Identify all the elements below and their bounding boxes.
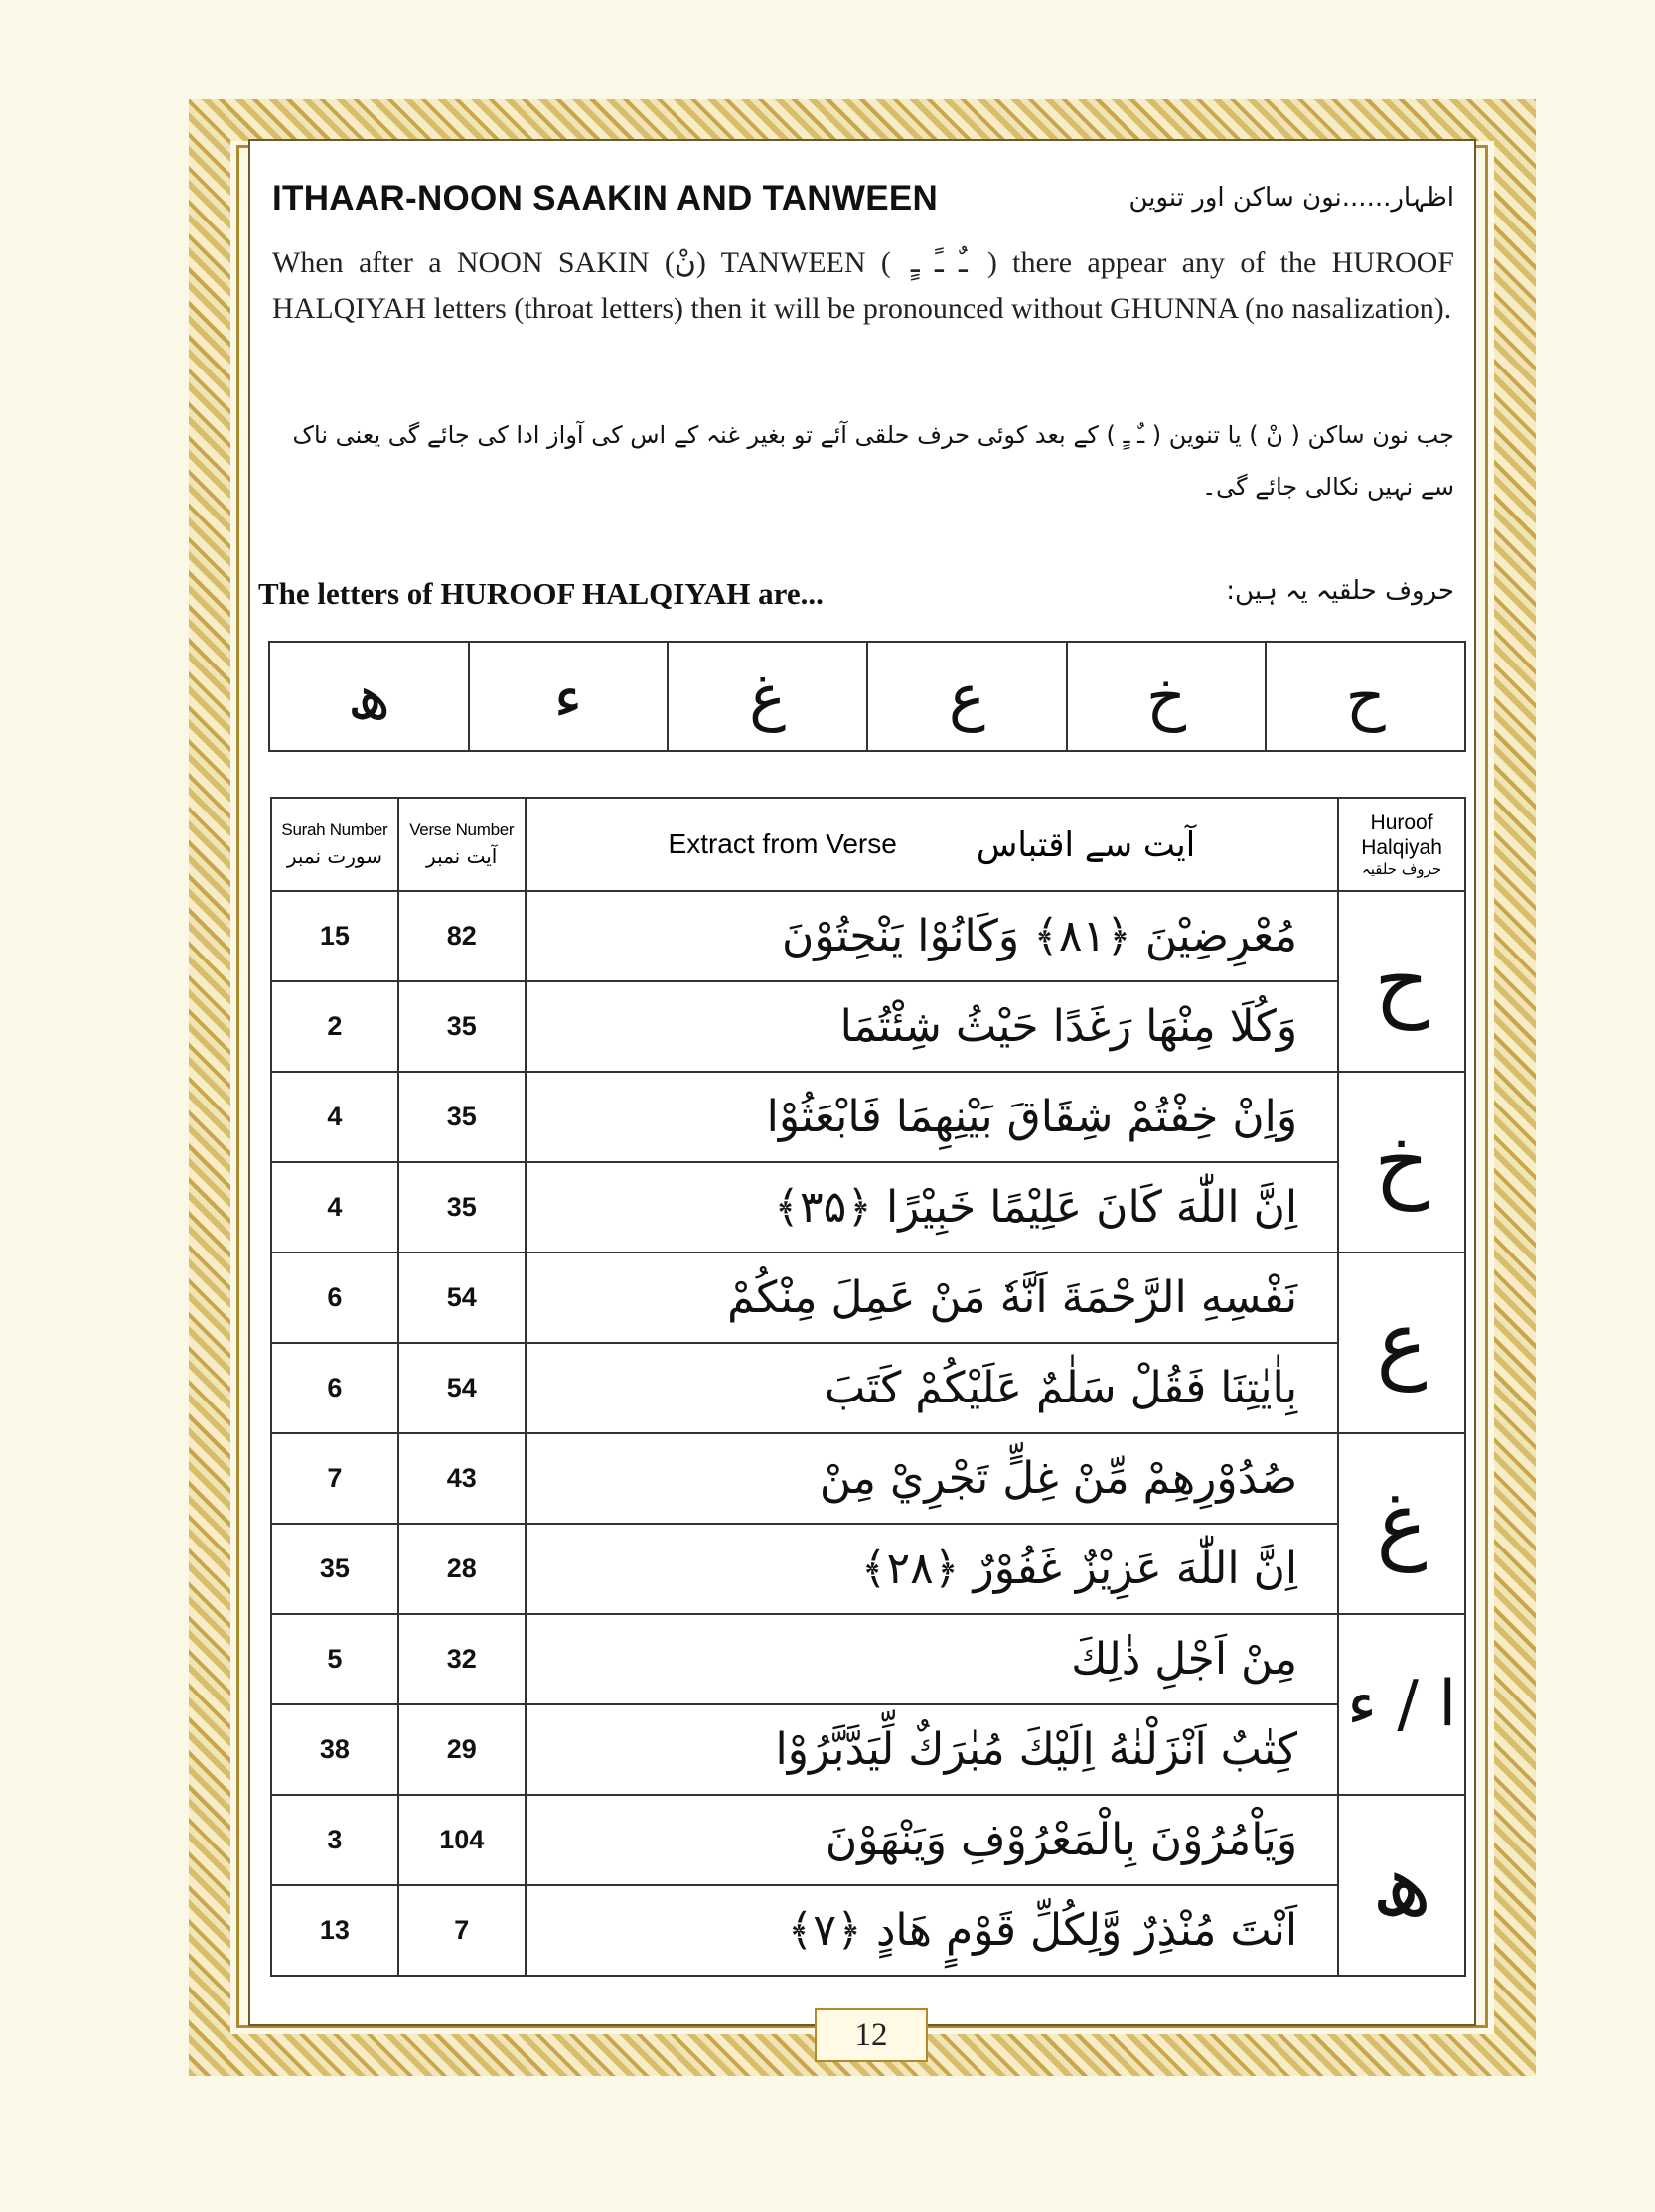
verse-number: 104 xyxy=(398,1795,526,1885)
letter-cell: ح xyxy=(1265,643,1464,750)
table-row xyxy=(271,1162,1465,1253)
verse-number: 35 xyxy=(398,981,526,1072)
intro-paragraph xyxy=(272,240,1454,332)
header-verse-en: Verse Number xyxy=(409,820,515,839)
table-row xyxy=(271,1614,1465,1704)
header-extract-en: Extract from Verse xyxy=(668,828,897,859)
noon-sakin-glyph: نْ xyxy=(674,246,696,279)
header-extract-ur: آیت سے اقتباس xyxy=(976,824,1196,865)
table-row xyxy=(271,1253,1465,1343)
page-heading xyxy=(272,179,1454,228)
surah-number: 13 xyxy=(271,1885,398,1976)
verse-extract: وَكُلَا مِنْهَا رَغَدًا حَيْثُ شِئْتُمَا xyxy=(526,981,1338,1072)
huroof-letter: ا / ء xyxy=(1338,1614,1465,1795)
verse-extract: اِنَّ اللّٰهَ عَزِيْزٌ غَفُوْرٌ ﴿۲۸﴾ xyxy=(526,1524,1338,1614)
header-verse-number xyxy=(398,798,526,891)
table-header-row xyxy=(271,798,1465,891)
surah-number: 4 xyxy=(271,1162,398,1253)
verse-number: 54 xyxy=(398,1343,526,1433)
huroof-letter: ع xyxy=(1338,1253,1465,1433)
heading-english: ITHAAR-NOON SAAKIN AND TANWEEN xyxy=(272,179,939,218)
verse-extract: اَنْتَ مُنْذِرٌ وَّلِكُلِّ قَوْمٍ هَادٍ ﴿۷﴾ xyxy=(526,1885,1338,1976)
verse-number: 32 xyxy=(398,1614,526,1704)
huroof-letter: ھ xyxy=(1338,1795,1465,1976)
verse-extract: نَفْسِهِ الرَّحْمَةَ اَنَّهٗ مَنْ عَمِلَ مِنْكُمْ xyxy=(526,1253,1338,1343)
verse-extract: كِتٰبٌ اَنْزَلْنٰهُ اِلَيْكَ مُبٰرَكٌ لِّيَدَّبَّرُوْا xyxy=(526,1704,1338,1795)
surah-number: 6 xyxy=(271,1343,398,1433)
verses-table xyxy=(270,797,1466,1977)
heading-urdu: اظہار......نون ساکن اور تنوین xyxy=(1128,183,1454,213)
table-row xyxy=(271,1343,1465,1433)
content-panel xyxy=(248,139,1476,2026)
verse-number: 29 xyxy=(398,1704,526,1795)
table-row xyxy=(271,1072,1465,1162)
table-row xyxy=(271,1795,1465,1885)
header-surah-en: Surah Number xyxy=(281,820,388,839)
surah-number: 6 xyxy=(271,1253,398,1343)
surah-number: 4 xyxy=(271,1072,398,1162)
verse-number: 28 xyxy=(398,1524,526,1614)
table-row xyxy=(271,1704,1465,1795)
verse-number: 43 xyxy=(398,1433,526,1524)
header-huroof xyxy=(1338,798,1465,891)
table-row xyxy=(271,1524,1465,1614)
tanween-glyph: ـٌ ـً ـٍ xyxy=(910,246,968,279)
table-row xyxy=(271,981,1465,1072)
letter-cell: غ xyxy=(667,643,866,750)
verse-extract: مِنْ اَجْلِ ذٰلِكَ xyxy=(526,1614,1338,1704)
intro-part1: When after a NOON SAKIN ( xyxy=(272,246,675,279)
verse-number: 82 xyxy=(398,891,526,981)
verse-extract: صُدُوْرِهِمْ مِّنْ غِلٍّ تَجْرِيْ مِنْ xyxy=(526,1433,1338,1524)
verse-extract: وَاِنْ خِفْتُمْ شِقَاقَ بَيْنِهِمَا فَابْعَثُوْا xyxy=(526,1072,1338,1162)
verse-number: 35 xyxy=(398,1162,526,1253)
header-extract xyxy=(526,798,1338,891)
surah-number: 2 xyxy=(271,981,398,1072)
surah-number: 3 xyxy=(271,1795,398,1885)
header-huroof-en2: Halqiyah xyxy=(1361,836,1442,859)
letters-title-english: The letters of HUROOF HALQIYAH are... xyxy=(258,576,824,611)
verse-number: 54 xyxy=(398,1253,526,1343)
header-huroof-en1: Huroof xyxy=(1370,811,1433,834)
letter-cell: ھ xyxy=(347,660,390,733)
verse-number: 7 xyxy=(398,1885,526,1976)
surah-number: 35 xyxy=(271,1524,398,1614)
letter-cell: خ xyxy=(1066,643,1266,750)
huroof-letter: ح xyxy=(1338,891,1465,1072)
header-huroof-ur: حروف حلقیہ xyxy=(1361,860,1442,878)
intro-part2: ) TANWEEN ( xyxy=(695,246,891,279)
surah-number: 7 xyxy=(271,1433,398,1524)
verse-extract: اِنَّ اللّٰهَ كَانَ عَلِيْمًا خَبِيْرًا ﴿۳۵﴾ xyxy=(526,1162,1338,1253)
table-row xyxy=(271,891,1465,981)
letter-cell: ء xyxy=(468,643,668,750)
surah-number: 38 xyxy=(271,1704,398,1795)
table-row xyxy=(271,1433,1465,1524)
huroof-letter: خ xyxy=(1338,1072,1465,1253)
header-surah-number xyxy=(271,798,398,891)
header-surah-ur: سورت نمبر xyxy=(286,844,382,868)
header-verse-ur: آیت نمبر xyxy=(426,844,498,868)
surah-number: 15 xyxy=(271,891,398,981)
huroof-letters-strip xyxy=(268,641,1466,752)
surah-number: 5 xyxy=(271,1614,398,1704)
table-row xyxy=(271,1885,1465,1976)
page-number: 12 xyxy=(815,2008,928,2062)
intro-part3: ) there appear any of the HUROOF HALQIYAH letters (throat letters) then it will be pronounced without GHUNNA (no nasalization). xyxy=(272,246,1454,325)
verse-extract: بِاٰيٰتِنَا فَقُلْ سَلٰمٌ عَلَيْكُمْ كَتَبَ xyxy=(526,1343,1338,1433)
verse-extract: وَيَاْمُرُوْنَ بِالْمَعْرُوْفِ وَيَنْهَوْنَ xyxy=(526,1795,1338,1885)
letters-title-urdu: حروف حلقیہ یہ ہیں: xyxy=(1226,576,1454,606)
verse-number: 35 xyxy=(398,1072,526,1162)
urdu-paragraph: جب نون ساکن ( نْ ) یا تنوین ( ـٌ ـٍ ) کے بعد کوئی حرف حلقی آئے تو بغیر غنہ کے اس کی آواز ادا کی جائے گی یعنی ناک سے نہیں نکالی جائے گی۔ xyxy=(292,421,1454,501)
huroof-letter: غ xyxy=(1338,1433,1465,1614)
letter-cell: ع xyxy=(866,643,1066,750)
verse-extract: مُعْرِضِيْنَ ﴿۸۱﴾ وَكَانُوْا يَنْحِتُوْنَ xyxy=(526,891,1338,981)
